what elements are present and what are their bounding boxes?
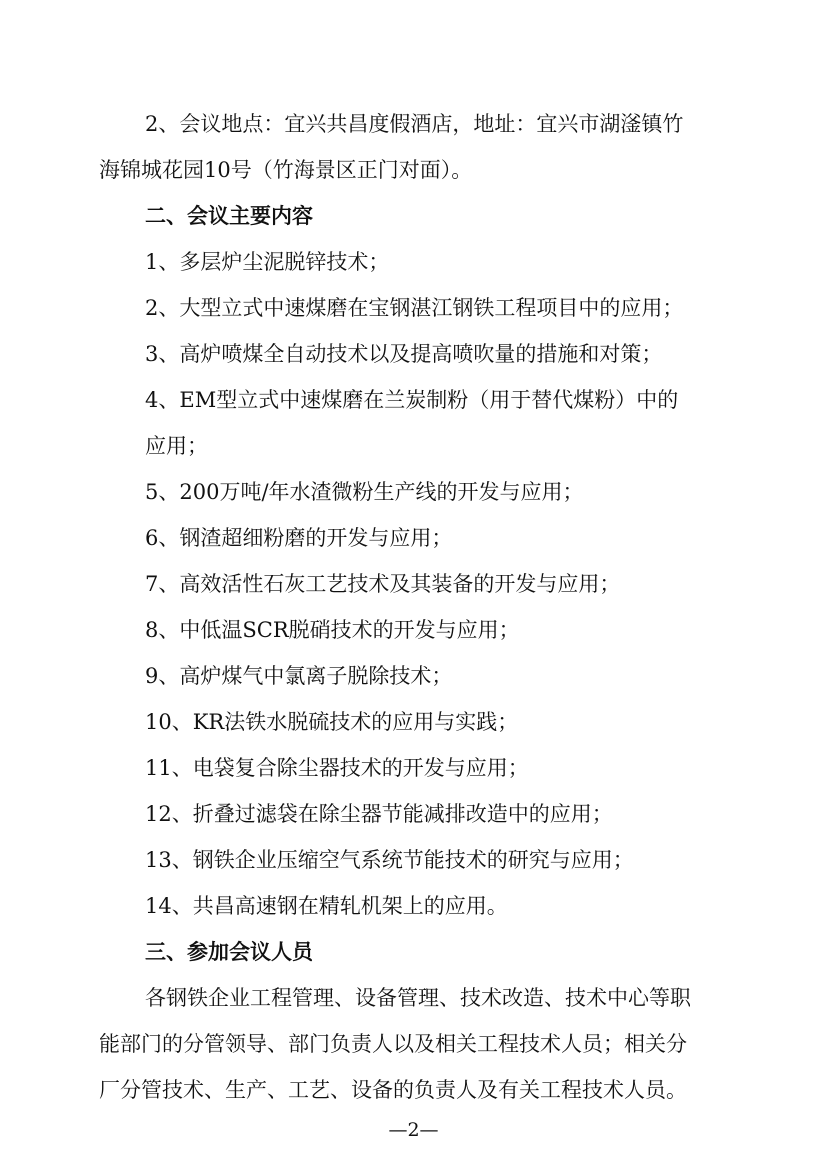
attendees-line-3: 厂分管技术、生产、工艺、设备的负责人及有关工程技术人员。: [99, 1078, 687, 1102]
list-item: 7、高效活性石灰工艺技术及其装备的开发与应用；: [145, 572, 621, 596]
page-number: —2—: [388, 1119, 439, 1141]
list-item: 14、共昌高速钢在精轧机架上的应用。: [145, 894, 508, 918]
list-item: 2、大型立式中速煤磨在宝钢湛江钢铁工程项目中的应用；: [145, 296, 684, 320]
list-item: 9、高炉煤气中氯离子脱除技术；: [145, 664, 453, 688]
list-item: 1、多层炉尘泥脱锌技术；: [145, 250, 390, 274]
list-item: 10、KR法铁水脱硫技术的应用与实践；: [145, 710, 519, 734]
venue-line-1: 2、会议地点：宜兴共昌度假酒店，地址：宜兴市湖滏镇竹: [145, 112, 684, 136]
list-item: 5、200万吨/年水渣微粉生产线的开发与应用；: [145, 480, 584, 504]
list-item: 4、EM型立式中速煤磨在兰炭制粉（用于替代煤粉）中的: [145, 388, 679, 412]
list-item: 11、电袋复合除尘器技术的开发与应用；: [145, 756, 529, 780]
list-item: 8、中低温SCR脱硝技术的开发与应用；: [145, 618, 520, 642]
attendees-line-2: 能部门的分管领导、部门负责人以及相关工程技术人员；相关分: [99, 1032, 687, 1056]
section-heading-main-content: 二、会议主要内容: [145, 204, 313, 228]
section-heading-attendees: 三、参加会议人员: [145, 940, 313, 964]
attendees-line-1: 各钢铁企业工程管理、设备管理、技术改造、技术中心等职: [145, 986, 691, 1010]
list-item: 6、钢渣超细粉磨的开发与应用；: [145, 526, 453, 550]
list-item-continuation: 应用；: [145, 434, 208, 458]
list-item: 13、钢铁企业压缩空气系统节能技术的研究与应用；: [145, 848, 634, 872]
list-item: 12、折叠过滤袋在除尘器节能减排改造中的应用；: [145, 802, 613, 826]
list-item: 3、高炉喷煤全自动技术以及提高喷吹量的措施和对策；: [145, 342, 663, 366]
venue-line-2: 海锦城花园10号（竹海景区正门对面）。: [99, 158, 473, 182]
